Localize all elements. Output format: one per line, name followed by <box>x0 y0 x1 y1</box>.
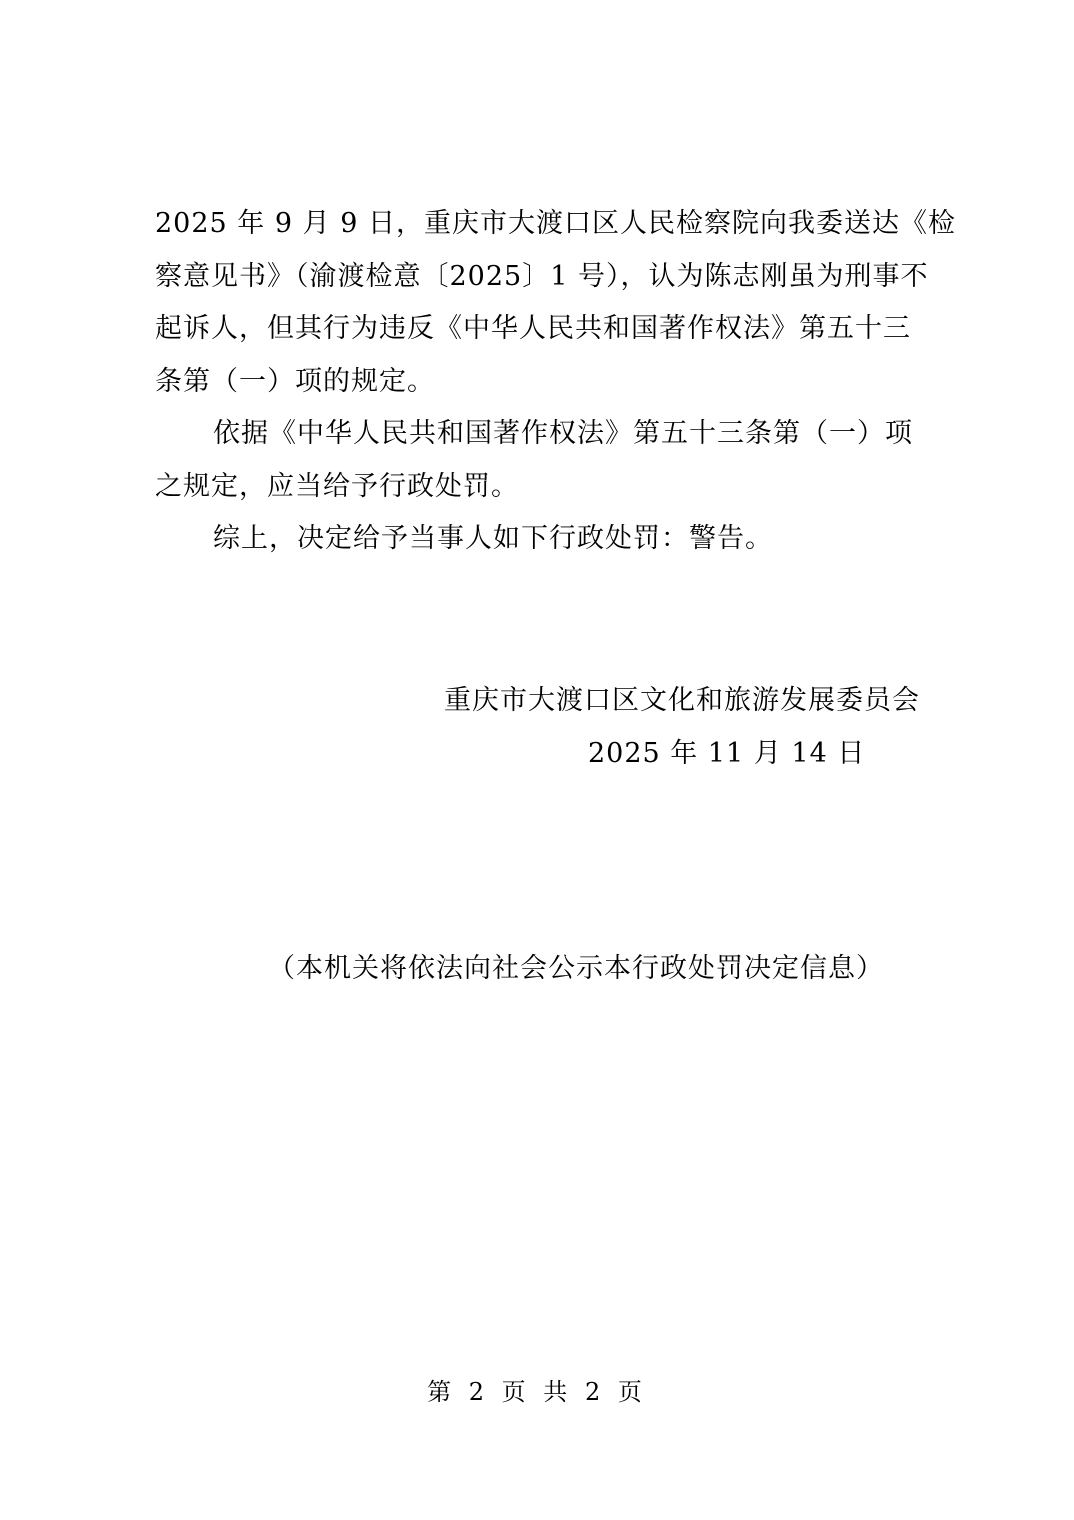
paragraph-legal-basis <box>155 408 945 513</box>
paragraph-line: 条第（一）项的规定。 <box>155 365 435 397</box>
paragraph-line: 起诉人，但其行为违反《中华人民共和国著作权法》第五十三 <box>155 313 911 344</box>
paragraph-background <box>155 198 956 408</box>
public-notice: （本机关将依法向社会公示本行政处罚决定信息） <box>268 953 884 984</box>
signature-organization: 重庆市大渡口区文化和旅游发展委员会 <box>444 685 920 716</box>
signature-date: 2025 年 11 月 14 日 <box>588 738 866 769</box>
paragraph-line: 之规定，应当给予行政处罚。 <box>155 470 519 502</box>
paragraph-line: 依据《中华人民共和国著作权法》第五十三条第（一）项 <box>213 418 913 449</box>
paragraph-line: 2025 年 9 月 9 日，重庆市大渡口区人民检察院向我委送达《检 <box>155 208 956 239</box>
page-number: 第 2 页 共 2 页 <box>427 1378 647 1406</box>
paragraph-line: 综上，决定给予当事人如下行政处罚：警告。 <box>213 523 773 554</box>
paragraph-line: 察意见书》（渝渡检意〔2025〕1 号），认为陈志刚虽为刑事不 <box>155 260 929 292</box>
paragraph-decision <box>155 513 945 566</box>
document-body <box>155 198 956 566</box>
